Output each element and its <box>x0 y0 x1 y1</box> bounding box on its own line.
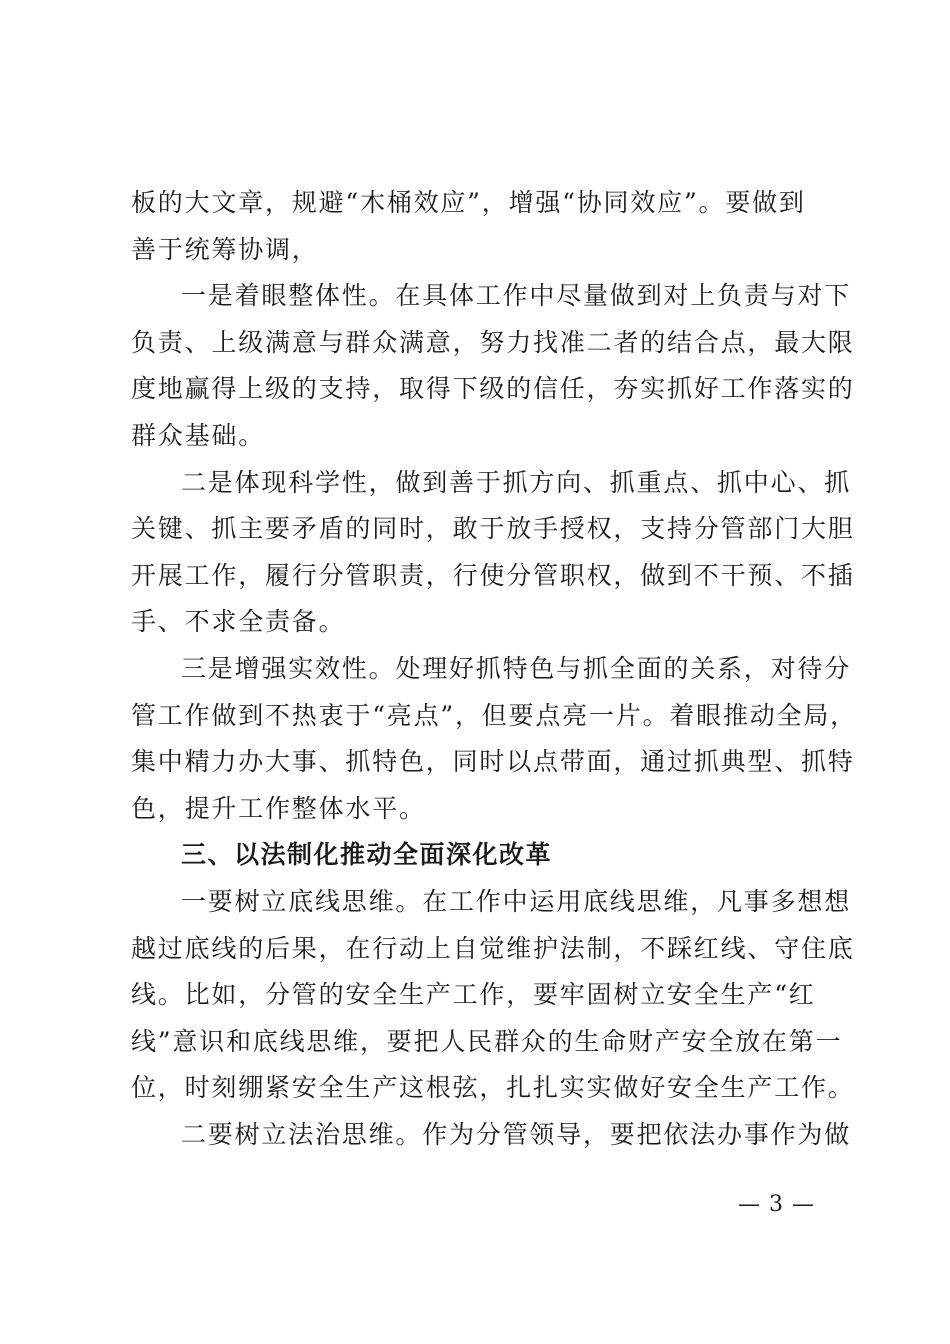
text-line: 负责、上级满意与群众满意，努力找准二者的结合点，最大限 <box>131 327 855 357</box>
text-line: 集中精力办大事、抓特色，同时以点带面，通过抓典型、抓特 <box>131 747 855 777</box>
text-line: 手、不求全责备。 <box>131 607 346 637</box>
paragraph-first-line: 三是增强实效性。处理好抓特色与抓全面的关系，对待分 <box>181 653 852 683</box>
text-line: 群众基础。 <box>131 420 266 450</box>
text-line: 善于统筹协调， <box>131 234 319 264</box>
paragraph-first-line: 二要树立法治思维。作为分管领导，要把依法办事作为做 <box>181 1119 852 1149</box>
section-heading: 三、以法制化推动全面深化改革 <box>181 840 553 870</box>
text-line: 线”意识和底线思维，要把人民群众的生命财产安全放在第一 <box>131 1026 843 1056</box>
text-line: 色，提升工作整体水平。 <box>131 793 426 823</box>
text-line: 板的大文章，规避“木桶效应”，增强“协同效应”。要做到 <box>131 188 806 217</box>
text-line: 位，时刻绷紧安全生产这根弦，扎扎实实做好安全生产工作。 <box>131 1073 855 1103</box>
text-line: 关键、抓主要矛盾的同时，敢于放手授权，支持分管部门大胆 <box>131 514 855 544</box>
paragraph-first-line: 二是体现科学性，做到善于抓方向、抓重点、抓中心、抓 <box>181 467 852 497</box>
text-line: 开展工作，履行分管职责，行使分管职权，做到不干预、不插 <box>131 560 855 590</box>
paragraph-first-line: 一要树立底线思维。在工作中运用底线思维，凡事多想想 <box>181 886 852 916</box>
page-number: — 3 — <box>738 1192 815 1217</box>
text-line: 管工作做到不热衷于“亮点”，但要点亮一片。着眼推动全局， <box>131 700 857 730</box>
text-line: 度地赢得上级的支持，取得下级的信任，夯实抓好工作落实的 <box>131 374 855 404</box>
text-line: 越过底线的后果，在行动上自觉维护法制，不踩红线、守住底 <box>131 933 855 963</box>
text-line: 线。比如，分管的安全生产工作，要牢固树立安全生产“红 <box>131 980 816 1010</box>
body-text <box>131 180 857 1158</box>
paragraph-first-line: 一是着眼整体性。在具体工作中尽量做到对上负责与对下 <box>181 281 852 311</box>
